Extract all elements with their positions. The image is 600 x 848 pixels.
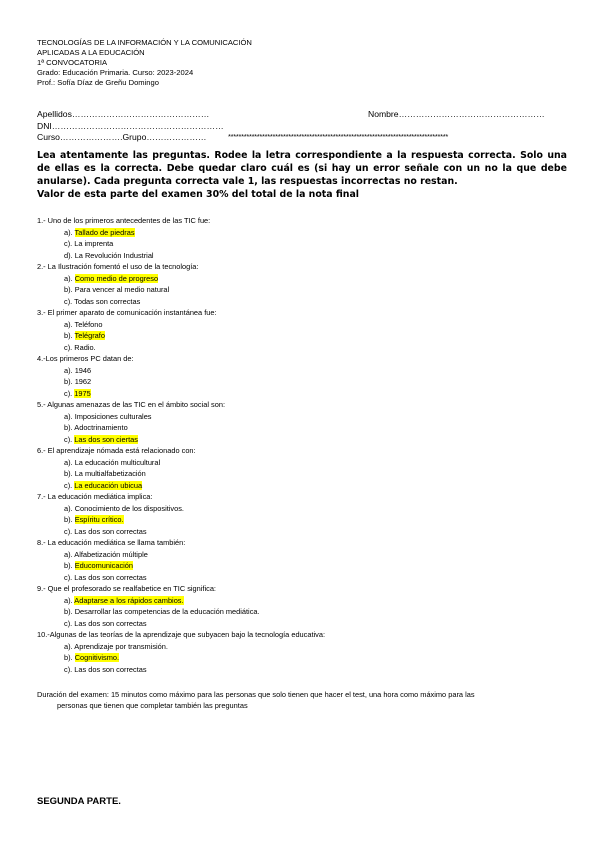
answer-option[interactable]: [37, 468, 577, 480]
answer-option[interactable]: [37, 641, 577, 653]
instructions: [37, 149, 567, 201]
option-text: Imposiciones culturales: [74, 411, 152, 421]
option-text: Adoctrinamiento: [74, 423, 128, 432]
option-text: La multialfabetización: [74, 469, 146, 478]
question-10: 10.-Algunas de las teorías de la aprendizaje que subyacen bajo la tecnología educativa:: [37, 630, 326, 639]
answer-option[interactable]: [37, 388, 577, 400]
question-5: 5.- Algunas amenazas de las TIC en el ámbito social son:: [37, 400, 226, 409]
answer-option[interactable]: [37, 514, 577, 526]
answer-option[interactable]: [37, 422, 577, 434]
option-letter: c).: [64, 480, 75, 490]
exam-duration: [37, 689, 557, 711]
grado-curso: Grado: Educación Primaria. Curso: 2023-2024: [37, 68, 194, 77]
answer-option[interactable]: [37, 595, 577, 607]
option-text: Conocimiento de los dispositivos.: [74, 503, 184, 513]
duration-line-2: personas que tienen que completar también las preguntas: [57, 701, 248, 710]
question-9: 9.- Que el profesorado se realfabetice en TIC significa:: [37, 584, 216, 593]
question-7: 7.- La educación mediática implica:: [37, 492, 153, 501]
option-letter: c).: [64, 572, 75, 582]
question-1: 1.- Uno de los primeros antecedentes de las TIC fue:: [37, 216, 211, 225]
answer-option[interactable]: [37, 342, 577, 354]
answer-option[interactable]: [37, 330, 577, 342]
option-text: Alfabetización múltiple: [74, 549, 148, 559]
option-letter: c).: [64, 526, 75, 536]
answer-option[interactable]: [37, 606, 577, 618]
option-text: Las dos son correctas: [74, 618, 147, 628]
highlighted-answer-text: Cognitivismo.: [74, 653, 120, 662]
option-text: La imprenta: [74, 239, 114, 248]
option-text: Para vencer al medio natural: [74, 285, 170, 294]
option-letter: b).: [64, 515, 75, 524]
separator-stars: ************************************************************************************: [228, 132, 448, 141]
highlighted-answer-text: Adaptarse a los rápidos cambios.: [74, 595, 184, 605]
highlighted-answer-text: 1975: [74, 388, 91, 398]
option-text: Las dos son correctas: [74, 526, 147, 536]
option-letter: c).: [64, 342, 75, 352]
highlighted-answer-text: Educomunicación: [74, 561, 134, 570]
answer-option[interactable]: [37, 652, 577, 664]
profesor: Prof.: Sofía Díaz de Greñu Domingo: [37, 78, 159, 87]
answer-option[interactable]: [37, 227, 577, 239]
option-letter: c).: [64, 664, 75, 674]
answer-option[interactable]: [37, 618, 577, 630]
question-6: 6.- El aprendizaje nómada está relacionado con:: [37, 446, 196, 455]
apellidos-field[interactable]: Apellidos…………………………………………: [37, 109, 210, 119]
option-letter: b).: [64, 377, 75, 386]
option-letter: a).: [64, 457, 75, 467]
option-letter: c).: [64, 296, 75, 306]
instructions-text: Lea atentamente las preguntas. Rodee la letra correspondiente a la respuesta correcta. Solo una de ellas es la correcta. Debe quedar claro cuál es (si hay un error señale con un no la que debe anularse). Cada pregunta correcta vale 1, las respuestas incorrectas no restan.: [37, 150, 567, 187]
answer-option[interactable]: [37, 238, 577, 250]
option-letter: b).: [64, 561, 75, 570]
curso-grupo-field[interactable]: Curso………………….Grupo…………………: [37, 132, 207, 142]
question-2: 2.- La Ilustración fomentó el uso de la tecnología:: [37, 262, 199, 271]
option-letter: b).: [64, 423, 75, 432]
option-text: La Revolución Industrial: [74, 250, 154, 260]
option-text: Desarrollar las competencias de la educación mediática.: [74, 607, 260, 616]
highlighted-answer-text: Espíritu crítico.: [74, 515, 124, 524]
answer-option[interactable]: [37, 319, 577, 331]
highlighted-answer-text: La educación ubicua: [74, 480, 143, 490]
option-text: Las dos son correctas: [74, 664, 147, 674]
question-list: [37, 215, 577, 675]
answer-option[interactable]: [37, 560, 577, 572]
option-letter: b).: [64, 653, 75, 662]
question-8: 8.- La educación mediática se llama también:: [37, 538, 186, 547]
option-letter: b).: [64, 331, 75, 340]
option-letter: b).: [64, 285, 75, 294]
highlighted-answer-text: Tallado de piedras: [74, 227, 135, 237]
option-letter: c).: [64, 239, 75, 248]
course-title-line-1: TECNOLOGÍAS DE LA INFORMACIÓN Y LA COMUNICACIÓN: [37, 38, 252, 47]
answer-option[interactable]: [37, 376, 577, 388]
question-3: 3.- El primer aparato de comunicación instantánea fue:: [37, 308, 217, 317]
answer-option[interactable]: [37, 549, 577, 561]
convocatoria: 1ª CONVOCATORIA: [37, 58, 108, 67]
option-letter: a).: [64, 411, 75, 421]
highlighted-answer-text: Las dos son ciertas: [74, 434, 138, 444]
option-letter: a).: [64, 319, 75, 329]
option-letter: a).: [64, 273, 75, 283]
course-title-line-2: APLICADAS A LA EDUCACIÓN: [37, 48, 145, 57]
highlighted-answer-text: Como medio de progreso: [74, 273, 159, 283]
answer-option[interactable]: [37, 296, 577, 308]
answer-option[interactable]: [37, 457, 577, 469]
answer-option[interactable]: [37, 503, 577, 515]
option-letter: b).: [64, 607, 75, 616]
student-fields: [37, 108, 577, 143]
option-text: Radio.: [74, 342, 96, 352]
option-letter: c).: [64, 388, 75, 398]
option-text: Teléfono: [74, 319, 103, 329]
dni-field[interactable]: DNI……………………………………………………: [37, 120, 224, 131]
question-4: 4.-Los primeros PC datan de:: [37, 354, 134, 363]
option-letter: a).: [64, 365, 75, 375]
option-text: Aprendizaje por transmisión.: [74, 641, 168, 651]
answer-option[interactable]: [37, 526, 577, 538]
answer-option[interactable]: [37, 434, 577, 446]
option-text: 1962: [74, 377, 92, 386]
option-text: Todas son correctas: [74, 296, 141, 306]
option-letter: a).: [64, 641, 75, 651]
highlighted-answer-text: Telégrafo: [74, 331, 105, 340]
option-letter: a).: [64, 227, 75, 237]
option-letter: c).: [64, 618, 75, 628]
duration-line-1: Duración del examen: 15 minutos como máximo para las personas que solo tienen que hacer el test, una hora como máximo para las: [37, 690, 475, 699]
option-letter: a).: [64, 549, 75, 559]
answer-option[interactable]: [37, 284, 577, 296]
option-letter: d).: [64, 250, 75, 260]
nombre-field[interactable]: Nombre……………………………………………: [368, 109, 545, 119]
option-text: Las dos son correctas: [74, 572, 147, 582]
answer-option[interactable]: [37, 365, 577, 377]
second-part-heading: SEGUNDA PARTE.: [37, 796, 121, 807]
answer-option[interactable]: [37, 664, 577, 676]
option-letter: b).: [64, 469, 75, 478]
option-letter: a).: [64, 595, 75, 605]
answer-option[interactable]: [37, 250, 577, 262]
document-header: [37, 38, 252, 88]
grade-weight-note: Valor de esta parte del examen 30% del total de la nota final: [37, 189, 360, 200]
option-letter: a).: [64, 503, 75, 513]
option-letter: c).: [64, 434, 75, 444]
option-text: 1946: [74, 365, 92, 375]
option-text: La educación multicultural: [74, 457, 161, 467]
answer-option[interactable]: [37, 273, 577, 285]
answer-option[interactable]: [37, 572, 577, 584]
answer-option[interactable]: [37, 411, 577, 423]
answer-option[interactable]: [37, 480, 577, 492]
